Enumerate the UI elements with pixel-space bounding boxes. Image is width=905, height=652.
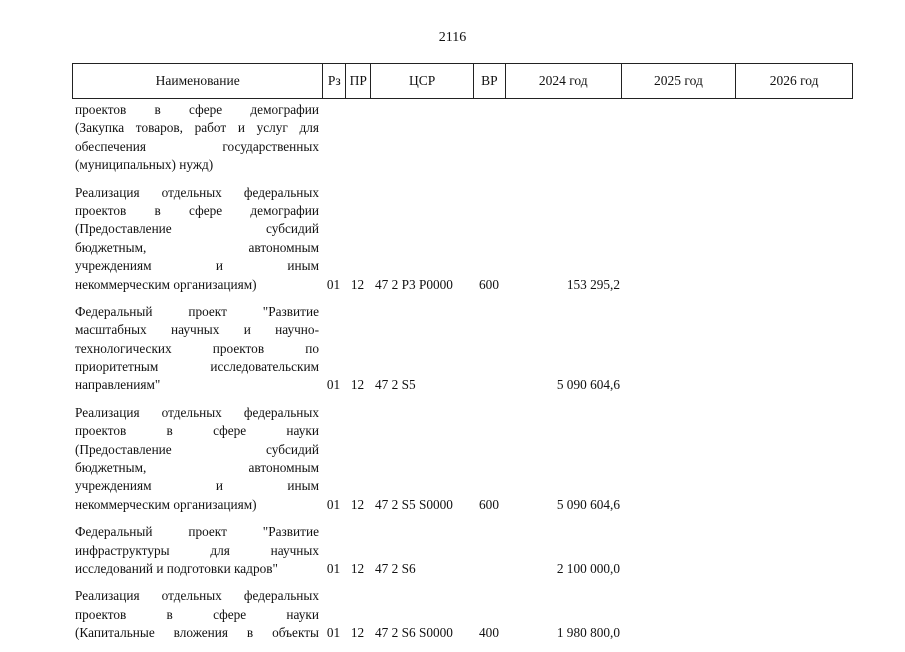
row-vr: 600 xyxy=(479,276,499,292)
name-line: бюджетным, автономным xyxy=(75,460,319,476)
name-line: обеспечения государственных xyxy=(75,138,319,154)
page-number: 2116 xyxy=(438,30,467,45)
row-name xyxy=(72,303,322,395)
row-pr: 12 xyxy=(350,625,365,641)
row-name xyxy=(72,523,322,578)
row-vr xyxy=(473,560,505,578)
row-2026 xyxy=(736,276,853,294)
table-row xyxy=(72,184,853,294)
row-2024: 1 980 800,0 xyxy=(556,625,620,641)
column-header-2025: 2025 год xyxy=(621,64,736,98)
name-line: (муниципальных) нужд) xyxy=(75,157,214,173)
row-vr: 400 xyxy=(479,625,499,641)
column-header-rz: Рз xyxy=(322,64,345,98)
row-2025 xyxy=(621,156,736,174)
row-csr: 47 2 S5 S0000 xyxy=(375,496,453,512)
row-pr xyxy=(345,156,370,174)
row-2024: 5 090 604,6 xyxy=(556,377,620,393)
row-rz: 01 xyxy=(326,276,341,292)
name-line: проектов в сфере науки xyxy=(75,606,319,622)
name-line: инфраструктуры для научных xyxy=(75,542,319,558)
row-pr: 12 xyxy=(350,377,365,393)
row-pr: 12 xyxy=(350,496,365,512)
name-line: технологических проектов по xyxy=(75,340,319,356)
name-line: (Капитальные вложения в объекты xyxy=(75,625,319,641)
row-rz: 01 xyxy=(326,560,341,576)
table-body xyxy=(72,101,853,652)
column-header-csr: ЦСР xyxy=(370,64,473,98)
name-line: учреждениям и иным xyxy=(75,258,319,274)
name-line: масштабных научных и научно- xyxy=(75,322,319,338)
table-row xyxy=(72,303,853,395)
column-header-name: Наименование xyxy=(155,73,240,88)
name-line: проектов в сфере демографии xyxy=(75,102,319,117)
name-line: некоммерческим организациям) xyxy=(75,276,257,292)
row-rz: 01 xyxy=(326,496,341,512)
name-line: (Предоставление субсидий xyxy=(75,221,319,237)
row-2026 xyxy=(736,156,853,174)
row-2025 xyxy=(621,276,736,294)
row-2024: 153 295,2 xyxy=(566,276,620,292)
row-vr: 600 xyxy=(479,496,499,512)
row-2024: 5 090 604,6 xyxy=(556,496,620,512)
row-name xyxy=(72,184,322,294)
table-row xyxy=(72,587,853,642)
table-header xyxy=(72,63,853,99)
name-line: приоритетным исследовательским xyxy=(75,359,319,375)
row-csr: 47 2 S6 S0000 xyxy=(375,625,453,641)
name-line: Реализация отдельных федеральных xyxy=(75,184,319,200)
row-name xyxy=(72,101,322,175)
row-pr: 12 xyxy=(350,276,365,292)
table-row xyxy=(72,101,853,175)
name-line: проектов в сфере демографии xyxy=(75,202,319,218)
row-csr: 47 2 Р3 Р0000 xyxy=(375,276,453,292)
row-name xyxy=(72,587,322,642)
row-rz: 01 xyxy=(326,377,341,393)
name-line: Реализация отдельных федеральных xyxy=(75,404,319,420)
column-header-2026: 2026 год xyxy=(735,64,852,98)
row-name xyxy=(72,404,322,514)
column-header-pr: ПР xyxy=(345,64,370,98)
name-line: (Закупка товаров, работ и услуг для xyxy=(75,120,319,136)
name-line: учреждениям и иным xyxy=(75,478,319,494)
name-line: Реализация отдельных федеральных xyxy=(75,588,319,604)
row-2026 xyxy=(736,560,853,578)
name-line: проектов в сфере науки xyxy=(75,423,319,439)
row-2024: 2 100 000,0 xyxy=(556,560,620,576)
row-2026 xyxy=(736,496,853,514)
table-row xyxy=(72,523,853,578)
row-2024 xyxy=(505,156,621,174)
column-header-2024: 2024 год xyxy=(505,64,621,98)
row-vr xyxy=(473,376,505,394)
row-csr: 47 2 S6 xyxy=(375,560,416,576)
name-line: направлениям" xyxy=(75,377,161,393)
row-rz xyxy=(322,156,345,174)
row-pr: 12 xyxy=(350,560,365,576)
name-line: исследований и подготовки кадров" xyxy=(75,560,278,576)
row-2025 xyxy=(621,376,736,394)
table-row xyxy=(72,404,853,514)
name-line: (Предоставление субсидий xyxy=(75,441,319,457)
name-line: некоммерческим организациям) xyxy=(75,496,257,512)
name-line: бюджетным, автономным xyxy=(75,239,319,255)
row-rz: 01 xyxy=(326,625,341,641)
row-2026 xyxy=(736,376,853,394)
column-header-vr: ВР xyxy=(473,64,505,98)
row-2025 xyxy=(621,560,736,578)
row-csr xyxy=(370,156,473,174)
name-line: Федеральный проект "Развитие xyxy=(75,303,319,319)
row-vr xyxy=(473,156,505,174)
name-line: Федеральный проект "Развитие xyxy=(75,524,319,540)
row-csr: 47 2 S5 xyxy=(375,377,416,393)
row-2025 xyxy=(621,496,736,514)
